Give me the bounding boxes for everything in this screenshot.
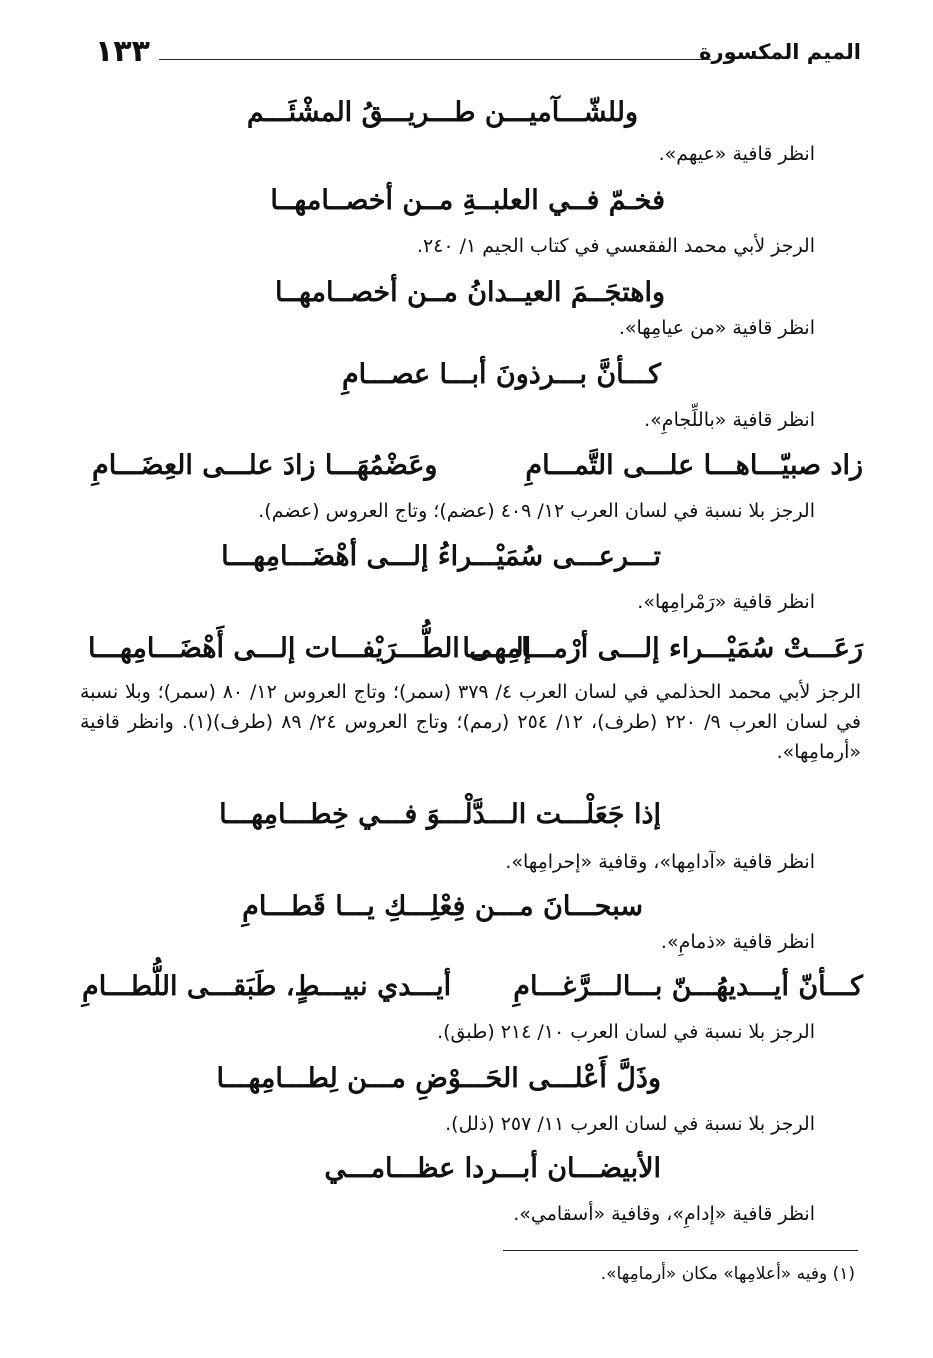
page-number: ١٣٣ — [95, 34, 150, 69]
verse-hemistich-right: زاد صبيّـــاهـــا علـــى التَّمـــامِ — [525, 450, 863, 481]
verse-hemistich-left: وعَضْمُهَـــا زادَ علـــى العِضَـــامِ — [92, 450, 438, 481]
verse-line: إذا جَعَلْـــت الـــدَّلْـــوَ فـــي خِطـــامِهـــا — [219, 799, 661, 830]
entry-note: الرجز بلا نسبة في لسان العرب ١١/ ٢٥٧ (ذلل). — [445, 1113, 815, 1135]
entry-note: انظر قافية «عيهم». — [658, 143, 815, 165]
verse-hemistich-right: رَعَـــتْ سُمَيْـــراء إلـــى أرْمـــامِهـــا — [462, 633, 863, 664]
verse-line: وذَلَّ أَعْلـــى الحَـــوْضِ مـــن لِطـــامِهـــا — [216, 1063, 661, 1094]
entry-note: انظر قافية «ذمامِ». — [660, 931, 815, 953]
verse-line: واهتجَــمَ العيــدانُ مــن أخصــامهــا — [274, 277, 665, 308]
entry-note: انظر قافية «رَمْرامِها». — [637, 591, 815, 613]
footnote-rule — [503, 1250, 858, 1251]
page-header — [95, 34, 861, 74]
entry-note: انظر قافية «من عيامِها». — [618, 317, 815, 339]
entry-note: الرجز بلا نسبة في لسان العرب ١٠/ ٢١٤ (طبق). — [437, 1021, 815, 1043]
header-rule — [159, 59, 711, 60]
entry-note: الرجز بلا نسبة في لسان العرب ١٢/ ٤٠٩ (عضم)؛ وتاج العروس (عضم). — [258, 500, 815, 522]
footnote: (١) وفيه «أعلامِها» مكان «أرمامِها». — [600, 1264, 855, 1284]
chapter-title: الميم المكسورة — [699, 40, 861, 64]
entry-note: انظر قافية «إدامِ»، وقافية «أسقامي». — [513, 1203, 815, 1225]
verse-line: كـــأنَّ بـــرذونَ أبـــا عصـــامِ — [341, 359, 661, 390]
entry-note: انظر قافية «باللِّجامِ». — [644, 409, 815, 431]
verse-hemistich-left: إلـــى الطُّـــرَيْفـــات إلـــى أَهْضَـــامِهـــا — [88, 633, 532, 664]
entry-note-paragraph: الرجز لأبي محمد الحذلمي في لسان العرب ٤/ ٣٧٩ (سمر)؛ وتاج العروس ١٢/ ٨٠ (سمر)؛ وبلا نسبة في لسان العرب ٩/ ٢٢٠ (طرف)، ١٢/ ٢٥٤ (رمم)؛ وتاج العروس ٢٤/ ٨٩ (طرف)(١). وانظر قافية «أرمامِها». — [80, 681, 862, 763]
entry-note: الرجز لأبي محمد الفقعسي في كتاب الجيم ١/ ٢٤٠. — [416, 235, 815, 257]
verse-hemistich-left: أيـــدي نبيـــطٍ، طَبَقـــى اللُّطـــامِ — [82, 971, 452, 1002]
verse-line: وللشّـــآميـــن طـــريـــقُ المشْئَـــم — [246, 97, 638, 128]
verse-line: سبحـــانَ مـــن فِعْلِـــكِ يـــا قَطـــامِ — [242, 891, 643, 922]
verse-line: الأبيضـــان أبـــردا عظـــامـــي — [324, 1153, 661, 1184]
verse-line: فخـمّ فــي العلبــةِ مــن أخصــامهــا — [270, 185, 665, 216]
entry-note: انظر قافية «آدامِها»، وقافية «إحرامِها». — [505, 851, 815, 873]
verse-line: تـــرعـــى سُمَيْـــراءُ إلـــى أهْضَـــامِهـــا — [221, 541, 661, 572]
verse-hemistich-right: كـــأنّ أيـــديهُـــنّ بـــالـــرَّغـــامِ — [513, 971, 863, 1002]
